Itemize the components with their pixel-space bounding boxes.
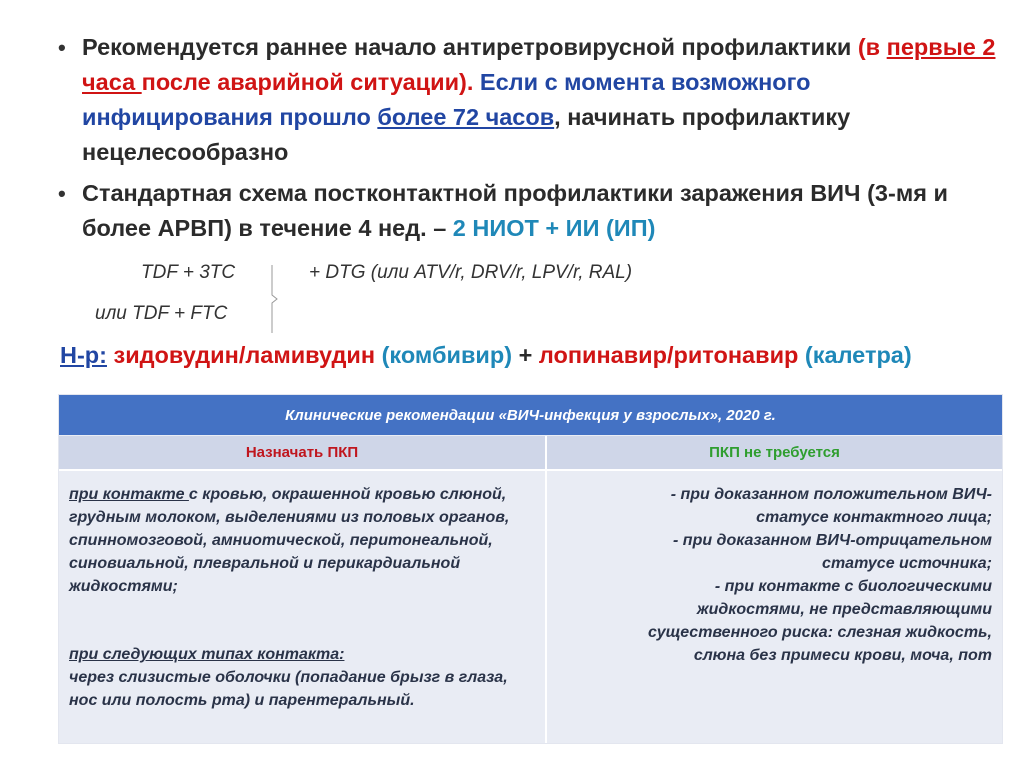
bullet-text-highlight: после аварийной ситуации).: [141, 69, 474, 95]
list-line: существенного риска: слезная жидкость,: [648, 624, 992, 641]
formula-tdf-3tc: TDF + 3TC: [141, 262, 236, 283]
contact-fluids-paragraph: [69, 483, 539, 598]
paragraph-text: через слизистые оболочки (попадание брызг в глаза, нос или полость рта) и парентеральный.: [69, 669, 508, 709]
contact-types-paragraph: [69, 643, 539, 712]
bullet-text-part: Рекомендуется раннее начало антиретровирусной профилактики: [82, 34, 858, 60]
not-required-list: [552, 483, 992, 667]
example-regimen: [60, 338, 1010, 373]
bullet-text: [82, 176, 998, 246]
example-plus: +: [512, 342, 539, 368]
example-drug: зидовудин/ламивудин: [106, 342, 382, 368]
bullet-text-blue: Если с момента возможного инфицирования прошло: [82, 69, 811, 130]
bullet-text-part: , начинать профилактику нецелесообразно: [82, 104, 851, 165]
list-line: жидкостями, не представляющими: [696, 601, 992, 618]
recommendations-table: [58, 394, 1003, 744]
bullet-marker: •: [58, 181, 66, 206]
bullet-marker: •: [58, 35, 66, 60]
column-header-prescribe: Назначать ПКП: [59, 436, 545, 469]
table-cell-not-required: [547, 471, 1002, 743]
bullet-text-highlight-underlined: первые 2 часа: [82, 34, 996, 95]
formula-tdf-ftc: или TDF + FTC: [95, 303, 228, 324]
bullet-standard-scheme: [58, 176, 998, 246]
bullet-text-part: Стандартная схема постконтактной профилактики заражения ВИЧ (3-мя и более АРВП) в течение 4 нед. –: [82, 180, 948, 241]
list-line: статусе источника;: [822, 555, 992, 572]
bullet-early-prophylaxis: [58, 30, 998, 170]
bullet-text: [82, 30, 998, 170]
list-line: - при контакте с биологическими: [714, 578, 992, 595]
table-title: Клинические рекомендации «ВИЧ-инфекция у взрослых», 2020 г.: [59, 395, 1002, 435]
bullet-text-highlight: (в: [857, 34, 887, 60]
example-drug: лопинавир/ритонавир: [538, 342, 805, 368]
table-cell-prescribe: [59, 471, 545, 743]
bracket-divider: [270, 265, 278, 333]
list-line: слюна без примеси крови, моча, пот: [693, 647, 992, 664]
paragraph-lead: при контакте: [69, 486, 189, 503]
paragraph-text: с кровью, окрашенной кровью слюной, грудным молоком, выделениями из половых органов, спинномозговой, амниотической, перитонеальной, синовиальной, плевральной и перикардиальной жидкостями;: [69, 486, 510, 595]
bullet-text-blue-underlined: более 72 часов: [377, 104, 555, 130]
example-prefix: Н-р:: [60, 342, 107, 368]
list-line: - при доказанном положительном ВИЧ-: [670, 486, 992, 503]
column-header-not-required: ПКП не требуется: [547, 436, 1002, 469]
paragraph-lead: при следующих типах контакта:: [69, 646, 345, 663]
example-brand: (комбивир): [381, 342, 513, 368]
list-line: статусе контактного лица;: [756, 509, 992, 526]
formula-third-drug: + DTG (или ATV/r, DRV/r, LPV/r, RAL): [309, 262, 633, 283]
bullet-text-teal: 2 НИОТ + ИИ (ИП): [452, 215, 656, 241]
example-brand: (калетра): [804, 342, 912, 368]
list-line: - при доказанном ВИЧ-отрицательном: [673, 532, 992, 549]
